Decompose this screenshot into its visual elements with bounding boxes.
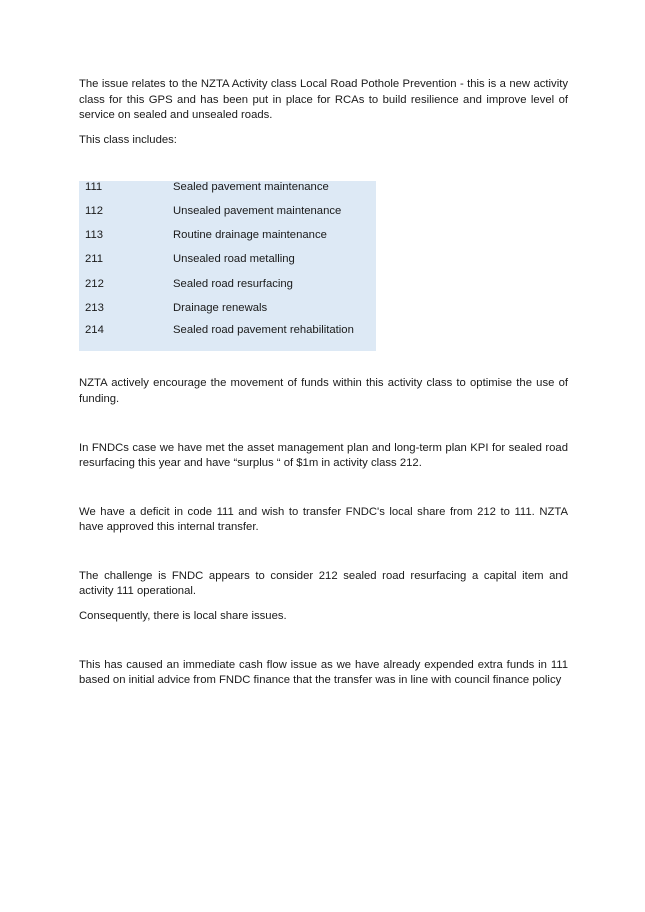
activity-description: Sealed road pavement rehabilitation	[173, 324, 354, 337]
activity-description: Drainage renewals	[173, 302, 268, 315]
includes-paragraph: This class includes:	[79, 133, 177, 146]
activity-code: 211	[85, 253, 104, 266]
activity-code: 213	[85, 302, 104, 315]
activity-description: Unsealed road metalling	[173, 253, 295, 266]
table-row	[79, 198, 376, 222]
activity-description: Routine drainage maintenance	[173, 228, 327, 241]
deficit-paragraph: We have a deficit in code 111 and wish to transfer FNDC's local share from 212 to 111. NZTA have approved this internal transfer.	[79, 505, 568, 534]
activity-code: 212	[85, 277, 104, 290]
table-row	[79, 320, 376, 351]
activity-class-table	[79, 181, 376, 351]
fndc-case-paragraph: In FNDCs case we have met the asset management plan and long-term plan KPI for sealed road resurfacing this year and have “surplus “ of $1m in activity class 212.	[79, 441, 568, 470]
activity-code: 113	[85, 228, 104, 241]
cashflow-paragraph: This has caused an immediate cash flow issue as we have already expended extra funds in 111 based on initial advice from FNDC finance that the transfer was in line with council finance policy	[79, 658, 568, 687]
intro-paragraph: The issue relates to the NZTA Activity class Local Road Pothole Prevention - this is a new activity class for this GPS and has been put in place for RCAs to build resilience and improve level of service on sealed and unsealed roads.	[79, 78, 568, 122]
activity-code: 214	[85, 324, 104, 337]
activity-description: Unsealed pavement maintenance	[173, 204, 342, 217]
table-row	[79, 272, 376, 296]
activity-code: 112	[85, 204, 104, 217]
consequently-paragraph: Consequently, there is local share issues.	[79, 610, 287, 623]
encourage-paragraph: NZTA actively encourage the movement of funds within this activity class to optimise the use of funding.	[79, 377, 568, 405]
document-page	[79, 77, 568, 689]
table-row	[79, 296, 376, 320]
activity-description: Sealed road resurfacing	[173, 277, 293, 290]
table-row	[79, 181, 376, 198]
challenge-paragraph: The challenge is FNDC appears to consider 212 sealed road resurfacing a capital item and activity 111 operational.	[79, 569, 568, 598]
table-row	[79, 247, 376, 271]
table-row	[79, 223, 376, 247]
activity-description: Sealed pavement maintenance	[173, 181, 329, 194]
activity-code: 111	[85, 181, 103, 194]
